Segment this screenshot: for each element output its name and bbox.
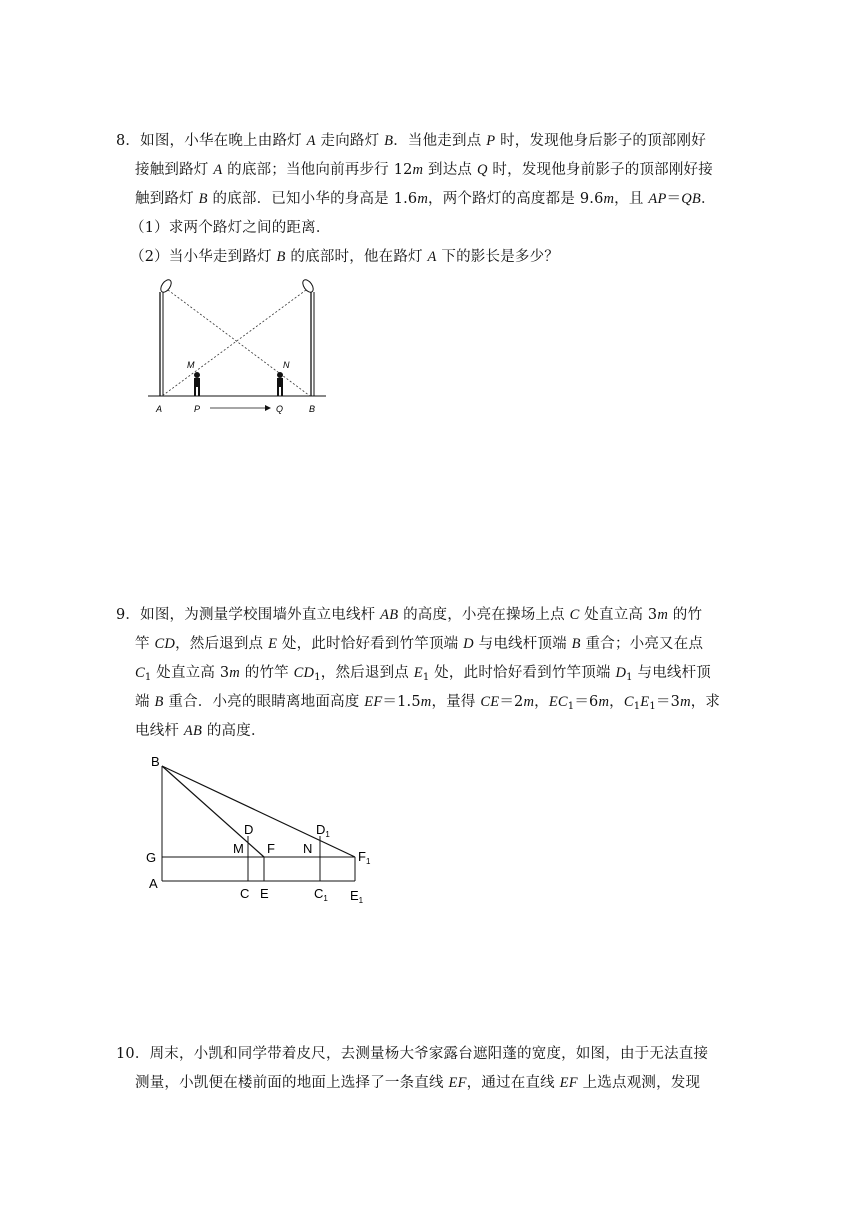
label-q: Q [276,404,284,414]
label-d1: $D_1$ [316,822,330,839]
lamp-a-head [159,278,174,294]
label-g: G [146,850,157,865]
label-b: B [151,754,160,769]
label-b: B [309,404,316,414]
q8-line-1: 8．如图，小华在晚上由路灯 A 走向路灯 B．当他走到点 P 时，发现他身后影子的顶部刚好 [116,133,706,149]
q10-line-2: 测量，小凯便在楼前面的地面上选择了一条直线 EF，通过在直线 EF 上选点观测，发现 [135,1075,701,1091]
label-e: E [260,886,269,901]
label-a: A [149,876,158,891]
label-f: F [267,841,275,856]
q8-subquestion-2: （2）当小华走到路灯 B 的底部时，他在路灯 A 下的影长是多少？ [130,249,560,265]
q8-subquestion-1: （1）求两个路灯之间的距离． [130,220,331,236]
label-e1: $E_1$ [350,888,364,905]
label-n: N [283,360,290,370]
q8-line-3: 触到路灯 B 的底部．已知小华的身高是 1.6m，两个路灯的高度都是 9.6m，且 AP＝QB． [135,191,716,207]
q8-line-2: 接触到路灯 A 的底部；当他向前再步行 12m 到达点 Q 时，发现他身前影子的顶部刚好接 [135,162,713,178]
label-p: P [194,404,201,414]
light-ray-b [162,290,306,396]
label-a: A [156,404,163,414]
label-c: C [240,886,250,901]
q8-number: 8． [116,133,141,149]
light-ray-a [168,290,310,396]
person-at-q [277,372,283,396]
label-m: M [187,360,195,370]
sight-line-bf [162,766,264,857]
lamp-b-head [301,278,316,294]
q9-line-5: 电线杆 AB 的高度． [135,723,266,739]
label-n: N [303,841,313,856]
sight-line-bf1 [162,766,355,857]
q9-figure-pole [140,748,390,908]
q9-line-1: 9．如图，为测量学校围墙外直立电线杆 AB 的高度，小亮在操场上点 C 处直立高 3m 的竹 [116,607,703,623]
q9-line-4: 端 B 重合．小亮的眼睛离地面高度 EF＝1.5m，量得 CE＝2m，$EC_1=6m$，$C_1E_1=3m$，求 [135,694,721,712]
label-d: D [244,822,254,837]
q10-line-1: 10．周末，小凯和同学带着皮尺，去测量杨大爷家露台遮阳蓬的宽度，如图，由于无法直接 [116,1046,709,1062]
q8-figure-streetlights [140,276,340,421]
label-m: M [233,841,244,856]
label-c1: $C_1$ [314,886,328,903]
label-f1: $F_1$ [358,849,371,866]
person-at-p [194,372,200,396]
q9-number: 9． [116,607,141,623]
q9-line-2: 竿 CD，然后退到点 E 处，此时恰好看到竹竿顶端 D 与电线杆顶端 B 重合；小亮又在点 [135,636,704,652]
q10-number: 10． [116,1046,150,1062]
q9-line-3: $C_1$ 处直立高 3m 的竹竿 $CD_1$，然后退到点 $E_1$ 处，此时恰好看到竹竿顶端 $D_1$ 与电线杆顶 [135,665,711,683]
